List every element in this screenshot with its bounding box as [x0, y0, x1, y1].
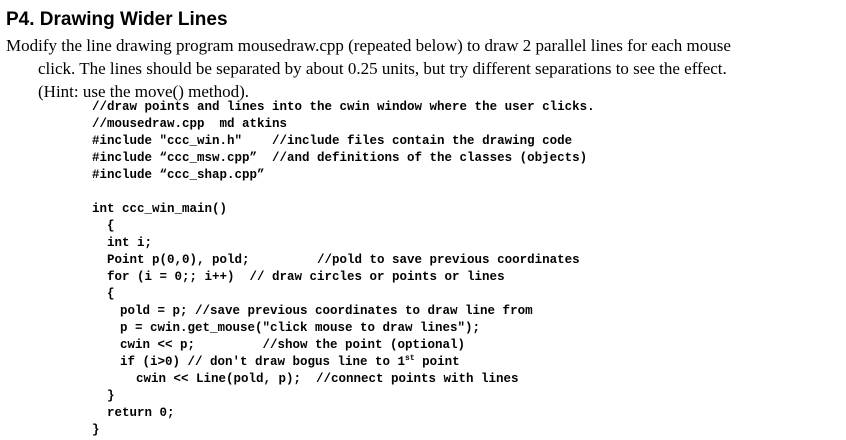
code-if-text: if (i>0) // don't draw bogus line to 1 [120, 355, 406, 369]
instruction-hint: (Hint: use the move() method). [38, 82, 250, 101]
code-for-loop: for (i = 0;; i++) // draw circles or points or lines [107, 270, 505, 284]
instruction-line-1: Modify the line drawing program mousedraw.cpp (repeated below) to draw 2 parallel lines for each mouse [6, 36, 731, 55]
code-include-msw: #include “ccc_msw.cpp” //and definitions of the classes (objects) [92, 151, 588, 165]
code-return: return 0; [107, 406, 175, 420]
code-open-brace: { [107, 219, 115, 233]
code-loop-close-brace: } [107, 389, 115, 403]
problem-title: P4. Drawing Wider Lines [6, 9, 228, 30]
code-if-text-end: point [414, 355, 460, 369]
code-draw-line: cwin << Line(pold, p); //connect points with lines [136, 372, 519, 386]
code-include-win: #include "ccc_win.h" //include files contain the drawing code [92, 134, 573, 148]
code-loop-open-brace: { [107, 287, 115, 301]
code-comment-filename: //mousedraw.cpp md atkins [92, 117, 288, 131]
code-main-signature: int ccc_win_main() [92, 202, 228, 216]
code-save-previous: pold = p; //save previous coordinates to draw line from [120, 304, 533, 318]
code-declare-i: int i; [107, 236, 153, 250]
code-comment-description: //draw points and lines into the cwin window where the user clicks. [92, 100, 595, 114]
instruction-line-2: click. The lines should be separated by about 0.25 units, but try different separations to see the effect. [38, 59, 727, 78]
code-get-mouse: p = cwin.get_mouse("click mouse to draw lines"); [120, 321, 481, 335]
code-if-condition [120, 354, 460, 371]
code-show-point: cwin << p; //show the point (optional) [120, 338, 466, 352]
code-if-superscript: st [405, 354, 415, 363]
code-declare-points: Point p(0,0), pold; //pold to save previous coordinates [107, 253, 580, 267]
code-include-shap: #include “ccc_shap.cpp” [92, 168, 265, 182]
code-close-brace: } [92, 423, 100, 437]
